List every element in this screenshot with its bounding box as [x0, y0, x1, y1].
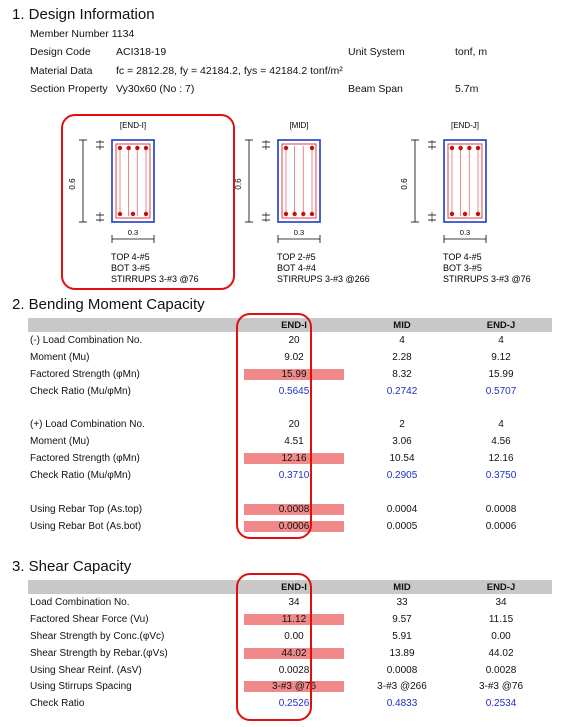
row-value: 0.0008 — [386, 664, 418, 676]
beam-span-label: Beam Span — [348, 83, 403, 95]
top-bar — [450, 146, 454, 150]
bottom-rebar-label: BOT 4-#4 — [277, 263, 316, 273]
row-label: (+) Load Combination No. — [30, 419, 145, 431]
highlighted-value: 12.16 — [244, 453, 344, 464]
row-value: 44.02 — [488, 647, 514, 659]
height-label: 0.6 — [234, 178, 243, 190]
header-mid: MID — [354, 580, 450, 594]
section3-title: 3. Shear Capacity — [12, 558, 132, 575]
height-label: 0.6 — [68, 178, 77, 190]
beam-outline — [444, 140, 486, 222]
row-value: 9.02 — [284, 351, 304, 363]
row-value: 0.0008 — [485, 503, 517, 515]
section-title: [MID] — [289, 121, 309, 130]
row-label: Using Stirrups Spacing — [30, 681, 132, 693]
row-value: 15.99 — [488, 368, 514, 380]
row-value: 0.00 — [491, 630, 511, 642]
row-value: 0.2534 — [485, 698, 517, 710]
row-label: Factored Strength (φMn) — [30, 368, 140, 380]
beam-span-value: 5.7m — [455, 83, 479, 95]
design-code-value: ACI318-19 — [116, 46, 167, 58]
section2-title: 2. Bending Moment Capacity — [12, 296, 205, 313]
bottom-bar — [463, 212, 467, 216]
design-code-label: Design Code — [30, 46, 91, 58]
row-value: 34 — [288, 596, 300, 608]
row-label: Check Ratio (Mu/φMn) — [30, 385, 131, 397]
material-value: fc = 2812.28, fy = 42184.2, fys = 42184.2 tonf/m² — [116, 65, 343, 77]
row-label: (-) Load Combination No. — [30, 334, 143, 346]
row-value: 3.06 — [392, 436, 412, 448]
row-value: 4.51 — [284, 436, 304, 448]
section1-title: 1. Design Information — [12, 6, 155, 23]
row-value: 3-#3 @76 — [478, 681, 524, 693]
width-label: 0.3 — [459, 228, 471, 237]
section-title: [END-J] — [451, 121, 479, 130]
bottom-bar — [476, 212, 480, 216]
row-value: 9.57 — [392, 613, 412, 625]
header-mid: MID — [354, 318, 450, 332]
row-label: Using Shear Reinf. (AsV) — [30, 664, 142, 676]
top-rebar-label: TOP 4-#5 — [443, 252, 482, 262]
row-value: 5.91 — [392, 630, 412, 642]
highlighted-value: 11.12 — [244, 614, 344, 625]
row-value: 3-#3 @266 — [377, 681, 427, 693]
row-value: 13.89 — [389, 647, 415, 659]
row-value: 2.28 — [392, 351, 412, 363]
row-label: Moment (Mu) — [30, 351, 90, 363]
row-value: 0.0028 — [278, 664, 310, 676]
row-value: 20 — [288, 419, 300, 431]
height-label: 0.6 — [400, 178, 409, 190]
highlighted-value: 0.0006 — [244, 521, 344, 532]
row-value: 0.5707 — [485, 385, 517, 397]
row-value: 0.2742 — [386, 385, 418, 397]
bottom-bar — [301, 212, 305, 216]
stirrups-label: STIRRUPS 3-#3 @76 — [443, 274, 531, 284]
row-label — [28, 400, 234, 417]
highlighted-value: 0.0008 — [244, 504, 344, 515]
row-value: 0.5645 — [278, 385, 310, 397]
row-value: 0.0004 — [386, 503, 418, 515]
row-value: 0.2526 — [278, 698, 310, 710]
row-value: 10.54 — [389, 453, 415, 465]
highlighted-value: 44.02 — [244, 648, 344, 659]
section-mid — [228, 118, 402, 290]
header-end-i: END-I — [234, 318, 354, 332]
row-value — [354, 484, 450, 501]
row-value: 4 — [498, 419, 504, 431]
header-end-j: END-J — [450, 580, 552, 594]
top-rebar-label: TOP 2-#5 — [277, 252, 316, 262]
bottom-bar — [450, 212, 454, 216]
header-blank — [28, 580, 234, 594]
bottom-rebar-label: BOT 3-#5 — [111, 263, 150, 273]
material-label: Material Data — [30, 65, 93, 77]
row-value: 20 — [288, 334, 300, 346]
bottom-bar — [292, 212, 296, 216]
row-value: 9.12 — [491, 351, 511, 363]
row-value: 0.4833 — [386, 698, 418, 710]
header-blank — [28, 318, 234, 332]
row-label: Using Rebar Bot (As.bot) — [30, 520, 142, 532]
bottom-rebar-label: BOT 3-#5 — [443, 263, 482, 273]
row-value: 11.15 — [488, 613, 514, 625]
row-label: Shear Strength by Rebar.(φVs) — [30, 647, 168, 659]
row-value: 0.0006 — [485, 520, 517, 532]
top-bar — [476, 146, 480, 150]
width-label: 0.3 — [293, 228, 305, 237]
row-label: Check Ratio — [30, 698, 85, 710]
row-label: Shear Strength by Conc.(φVc) — [30, 630, 165, 642]
width-label: 0.3 — [127, 228, 139, 237]
row-value: 2 — [399, 419, 405, 431]
stirrups-label: STIRRUPS 3-#3 @266 — [277, 274, 370, 284]
highlighted-value: 3-#3 @76 — [244, 681, 344, 692]
end-i-column-circle — [236, 313, 312, 539]
section-mid-drawing — [228, 118, 402, 290]
row-value: 4 — [498, 334, 504, 346]
row-label — [28, 484, 234, 501]
top-bar — [467, 146, 471, 150]
row-value: 12.16 — [488, 453, 514, 465]
top-bar — [284, 146, 288, 150]
section-title: [END-I] — [119, 121, 147, 130]
row-value: 0.2905 — [386, 470, 418, 482]
row-value: 0.00 — [284, 630, 304, 642]
header-end-i: END-I — [234, 580, 354, 594]
top-rebar-label: TOP 4-#5 — [111, 252, 150, 262]
unit-system-value: tonf, m — [455, 46, 488, 58]
row-label: Using Rebar Top (As.top) — [30, 503, 143, 515]
row-value: 8.32 — [392, 368, 412, 380]
row-value — [450, 400, 552, 417]
section-end-j-drawing — [394, 118, 562, 290]
stirrups-label: STIRRUPS 3-#3 @76 — [111, 274, 199, 284]
row-value: 4 — [399, 334, 405, 346]
row-value — [450, 484, 552, 501]
row-value — [354, 400, 450, 417]
section-property-value: Vy30x60 (No : 7) — [116, 83, 195, 95]
header-end-j: END-J — [450, 318, 552, 332]
row-label: Moment (Mu) — [30, 436, 90, 448]
row-value: 0.3750 — [485, 470, 517, 482]
row-label: Factored Strength (φMn) — [30, 453, 140, 465]
end-i-shear-circle — [236, 573, 312, 721]
row-label: Load Combination No. — [30, 596, 130, 608]
section-end-j — [394, 118, 562, 290]
row-label: Factored Shear Force (Vu) — [30, 613, 149, 625]
beam-outline — [278, 140, 320, 222]
row-value: 0.0005 — [386, 520, 418, 532]
row-label: Check Ratio (Mu/φMn) — [30, 470, 131, 482]
top-bar — [458, 146, 462, 150]
bottom-bar — [284, 212, 288, 216]
row-value: 0.0028 — [485, 664, 517, 676]
unit-system-label: Unit System — [348, 46, 405, 58]
top-bar — [310, 146, 314, 150]
member-number: Member Number 1134 — [30, 28, 135, 40]
row-value: 4.56 — [491, 436, 511, 448]
end-i-section-circle — [61, 114, 235, 290]
highlighted-value: 15.99 — [244, 369, 344, 380]
section-property-label: Section Property — [30, 83, 108, 95]
row-value: 33 — [396, 596, 408, 608]
row-value: 0.3710 — [278, 470, 310, 482]
bottom-bar — [310, 212, 314, 216]
row-value: 34 — [495, 596, 507, 608]
